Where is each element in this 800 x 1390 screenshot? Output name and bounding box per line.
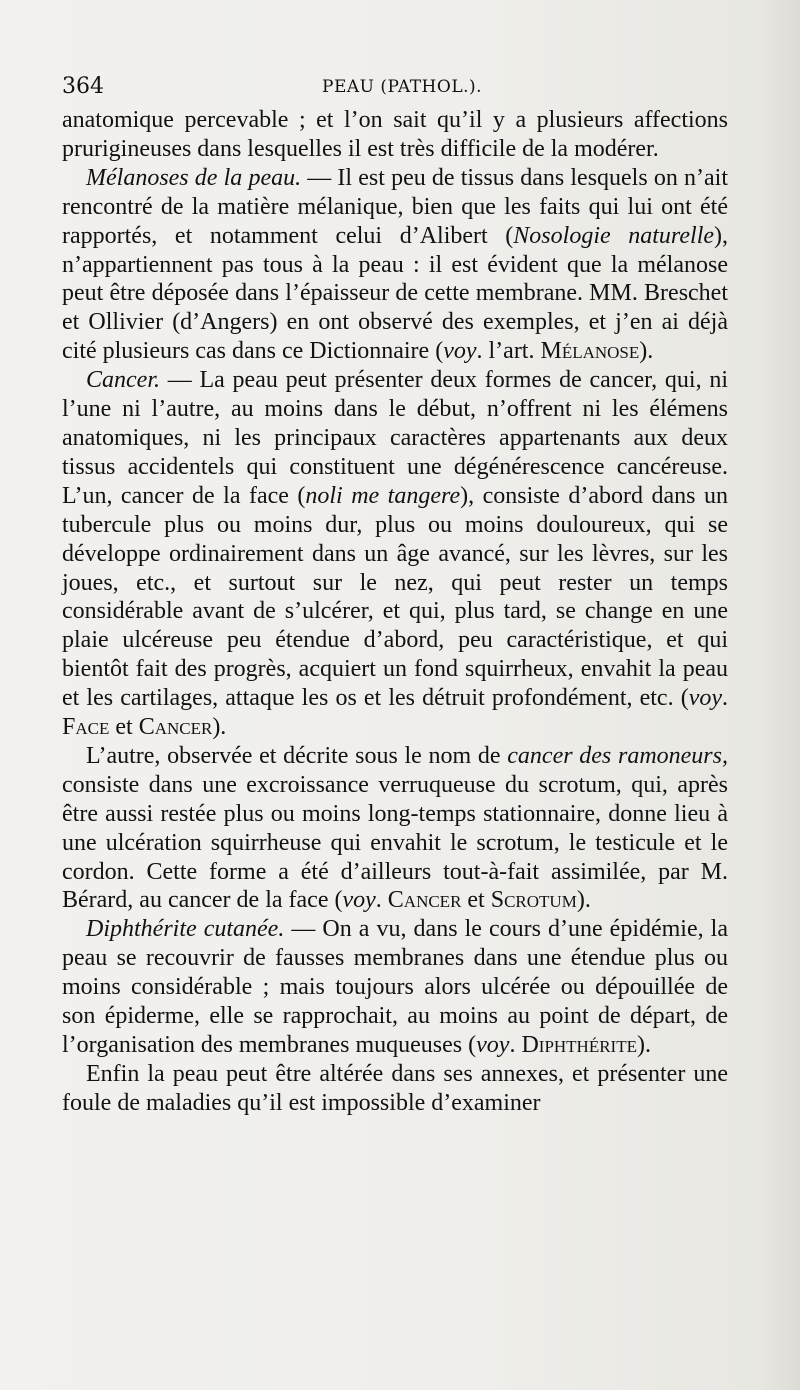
paragraph-text: anatomique percevable ; et l’on sait qu’il y a plusieurs affections prurigineuses dans lesquelles il est très difficile de la modérer. — [62, 107, 728, 162]
paragraph-text: Enfin la peau peut être altérée dans ses annexes, et présenter une foule de maladies qu’il est impossible d’examiner — [62, 1060, 728, 1116]
paragraph-cancer — [62, 366, 728, 742]
cross-reference: Face — [62, 714, 110, 741]
paragraph-text: et — [109, 714, 139, 741]
paragraph-text: ). — [212, 714, 227, 741]
latin-term: noli me tangere — [305, 482, 461, 509]
voy-abbreviation: voy — [688, 685, 722, 712]
body-text — [62, 106, 728, 1118]
paragraph-chimney-sweep-cancer — [62, 742, 728, 915]
paragraph-diphtheria — [62, 915, 728, 1060]
paragraph-text: consiste dans une excroissance verruqueuse du scrotum, qui, après être aussi restée plus ou moins long-temps stationnaire, donne lieu à une ulcération squirrheuse qui envahit le scrotum, le testicule et le cordon. Cette forme a été d’ailleurs tout-à-fait assimilée, par M. Bérard, au cancer de la face ( — [62, 771, 728, 914]
paragraph-text: ). — [639, 338, 654, 365]
reference-title: Nosologie naturelle — [513, 222, 715, 249]
section-heading-melanoses: Mélanoses de la peau. — [86, 164, 302, 191]
paragraph-text: — La peau peut présenter deux formes de cancer, qui, ni l’une ni l’autre, au moins dans le début, n’offrent ni les élémens anatomiques, ni les principaux caractères appartenants aux deux tissus accidentels qui constituent une dégénérescence cancéreuse. L’un, cancer de la face ( — [62, 367, 728, 509]
paragraph-text: . l’art. — [476, 338, 541, 365]
paragraph-text: ). — [576, 887, 591, 914]
cross-reference: Mélanose — [540, 338, 640, 365]
italic-term: cancer des ramoneurs, — [507, 742, 728, 769]
paragraph-text: ), n’appartiennent pas tous à la peau : il est évident que la mélanose peut être déposée dans l’épaisseur de cette membrane. MM. Breschet et Ollivier (d’Angers) en ont observé des exemples, et j’en ai déjà cité plusieurs cas dans ce Dictionnaire ( — [62, 222, 729, 365]
paragraph-text: . — [509, 1032, 522, 1058]
paragraph-text: ). — [637, 1032, 651, 1058]
cross-reference: Diphthérite — [521, 1032, 637, 1058]
paragraph-text: — Il est peu de tissus dans lesquels on n’ait rencontré de la matière mélanique, bien que les faits qui lui ont été rapportés, et notamment celui d’Alibert ( — [62, 164, 728, 249]
page-header — [62, 74, 728, 104]
paragraph-text: ), consiste d’abord dans un tubercule plus ou moins dur, plus ou moins douloureux, qui se développe ordinairement dans un âge avancé, sur les lèvres, sur les joues, etc., et surtout sur le nez, qui peut rester un temps considérable avant de s’ulcérer, et qui, plus tard, se change en une plaie ulcéreuse peu étendue d’abord, peu caractéristique, et qui bientôt fait des progrès, acquiert un fond squirrheux, envahit la peau et les cartilages, attaque les os et les détruit profondément, etc. ( — [62, 482, 728, 712]
page-number: 364 — [62, 74, 104, 99]
paragraph-text: et — [461, 887, 491, 914]
paragraph-pruritus-end — [62, 106, 728, 164]
section-heading-diphtheria: Diphthérite cutanée. — [86, 916, 285, 943]
paragraph-text: L’autre, observée et décrite sous le nom de — [86, 742, 508, 769]
voy-abbreviation: voy — [476, 1032, 510, 1058]
voy-abbreviation: voy — [342, 887, 376, 914]
paragraph-text: . — [375, 887, 388, 914]
paragraph-melanoses — [62, 164, 728, 366]
paragraph-text: — On a vu, dans le cours d’une épidémie, la peau se recouvrir de fausses membranes dans une étendue plus ou moins considérable ; mais toujours alors ulcérée ou dépouillée de son épiderme, elle se rapprochait, au moins au point de départ, de l’organisation des membranes muqueuses ( — [62, 916, 728, 1058]
paragraph-annexes — [62, 1060, 728, 1118]
cross-reference: Cancer — [138, 714, 213, 741]
cross-reference: Cancer — [387, 887, 462, 914]
cross-reference: Scrotum — [490, 887, 577, 914]
section-heading-cancer: Cancer. — [86, 367, 160, 394]
paragraph-text: . — [722, 685, 728, 712]
voy-abbreviation: voy — [443, 338, 477, 365]
running-head: PEAU (PATHOL.). — [322, 77, 483, 97]
